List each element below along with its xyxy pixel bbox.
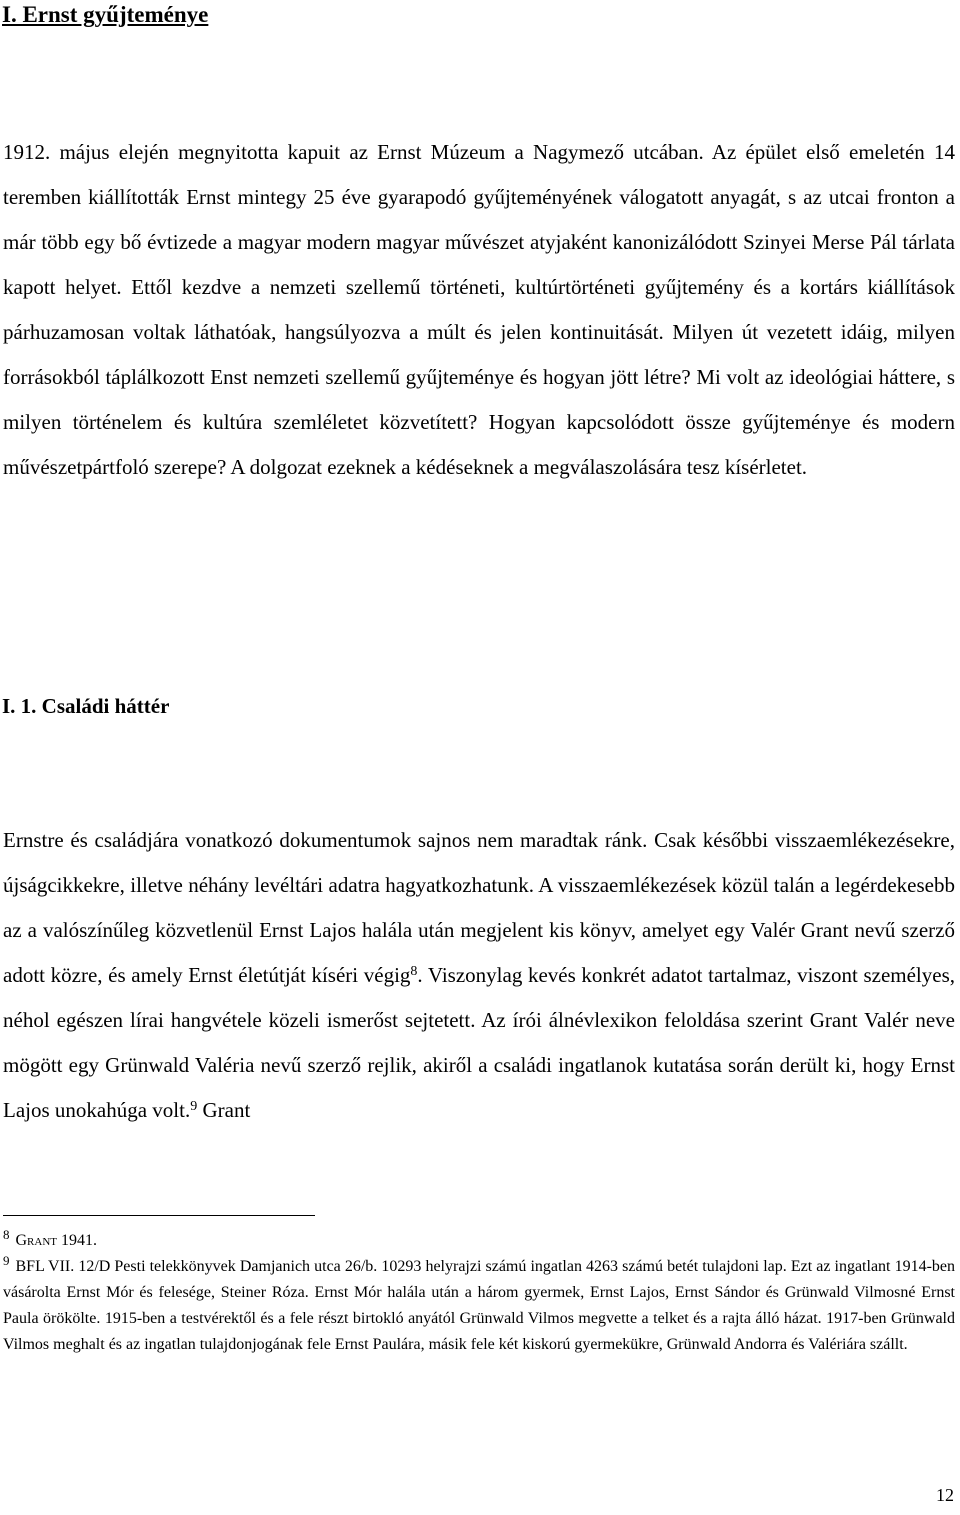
- paragraph-text-part2: . Viszonylag kevés konkrét adatot tartalmaz, viszont személyes, néhol egészen lírai hangvétele közeli ismerőst sejtetett. Az írói álnévlexikon feloldása szerint Grant Valér neve mögött egy Grünwald Valéria nevű szerző rejlik, akiről a családi ingatlanok kutatása során derült ki, hogy Ernst Lajos unokahúga volt.: [3, 963, 955, 1122]
- section-heading: I. 1. Családi háttér: [2, 694, 170, 718]
- chapter-heading: I. Ernst gyűjteménye: [2, 2, 209, 27]
- footnote-reference-9[interactable]: 9: [190, 1099, 198, 1114]
- footnote-text: BFL VII. 12/D Pesti telekkönyvek Damjanich utca 26/b. 10293 helyrajzi számú ingatlan 4263 számú betét tulajdoni lap. Ezt az ingatlant 1914-ben vásárolta Ernst Mór és felesége, Steiner Róza. Ernst Mór halála után a három gyermek, Ernst Lajos, Ernst Sándor és Grünwald Vilmosné Ernst Paula örökölte. 1915-ben a testvérektől és a fele részt birtokló anyától Grünwald Vilmos megvette a telket és a rajta álló házat. 1917-ben Grünwald Vilmos meghalt és az ingatlan tulajdonjogának fele Ernst Paulára, másik fele két kiskorú gyermekükre, Grünwald Andorra és Valériára szállt.: [3, 1258, 955, 1353]
- family-background-paragraph: [3, 818, 955, 1133]
- footnotes: [3, 1228, 955, 1358]
- footnote-number: 8: [3, 1227, 10, 1242]
- footnote-9: [3, 1254, 955, 1358]
- footnote-8: [3, 1228, 955, 1254]
- intro-paragraph: 1912. május elején megnyitotta kapuit az Ernst Múzeum a Nagymező utcában. Az épület első emeletén 14 teremben kiállították Ernst mintegy 25 éve gyarapodó gyűjteményének válogatott anyagát, s az utcai fronton a már több egy bő évtizede a magyar modern magyar művészet atyjaként kanonizálódott Szinyei Merse Pál tárlata kapott helyet. Ettől kezdve a nemzeti szellemű történeti, kultúrtörténeti gyűjtemény és a kortárs kiállítások párhuzamosan voltak láthatóak, hangsúlyozva a múlt és jelen kontinuitását. Milyen út vezetett idáig, milyen forrásokból táplálkozott Enst nemzeti szellemű gyűjteménye és hogyan jött létre? Mi volt az ideológiai háttere, s milyen történelem és kultúra szemléletet közvetített? Hogyan kapcsolódott össze gyűjteménye és modern művészetpártfoló szerepe? A dolgozat ezeknek a kédéseknek a megválaszolására tesz kísérletet.: [3, 140, 955, 479]
- footnote-separator: [3, 1215, 315, 1216]
- paragraph-text-part3: Grant: [197, 1098, 251, 1122]
- page-number: 12: [936, 1485, 954, 1505]
- footnote-number: 9: [3, 1253, 10, 1268]
- paragraph-text-part1: Ernstre és családjára vonatkozó dokumentumok sajnos nem maradtak ránk. Csak későbbi visszaemlékezésekre, újságcikkekre, illetve néhány levéltári adatra hagyatkozhatunk. A visszaemlékezések közül talán a legérdekesebb az a valószínűleg közvetlenül Ernst Lajos halála után megjelent kis könyv, amelyet egy Valér Grant nevű szerző adott közre, és amely Ernst életútját kíséri végig: [3, 828, 955, 987]
- footnote-reference-8[interactable]: 8: [410, 964, 418, 979]
- footnote-text: Grant 1941.: [15, 1232, 97, 1249]
